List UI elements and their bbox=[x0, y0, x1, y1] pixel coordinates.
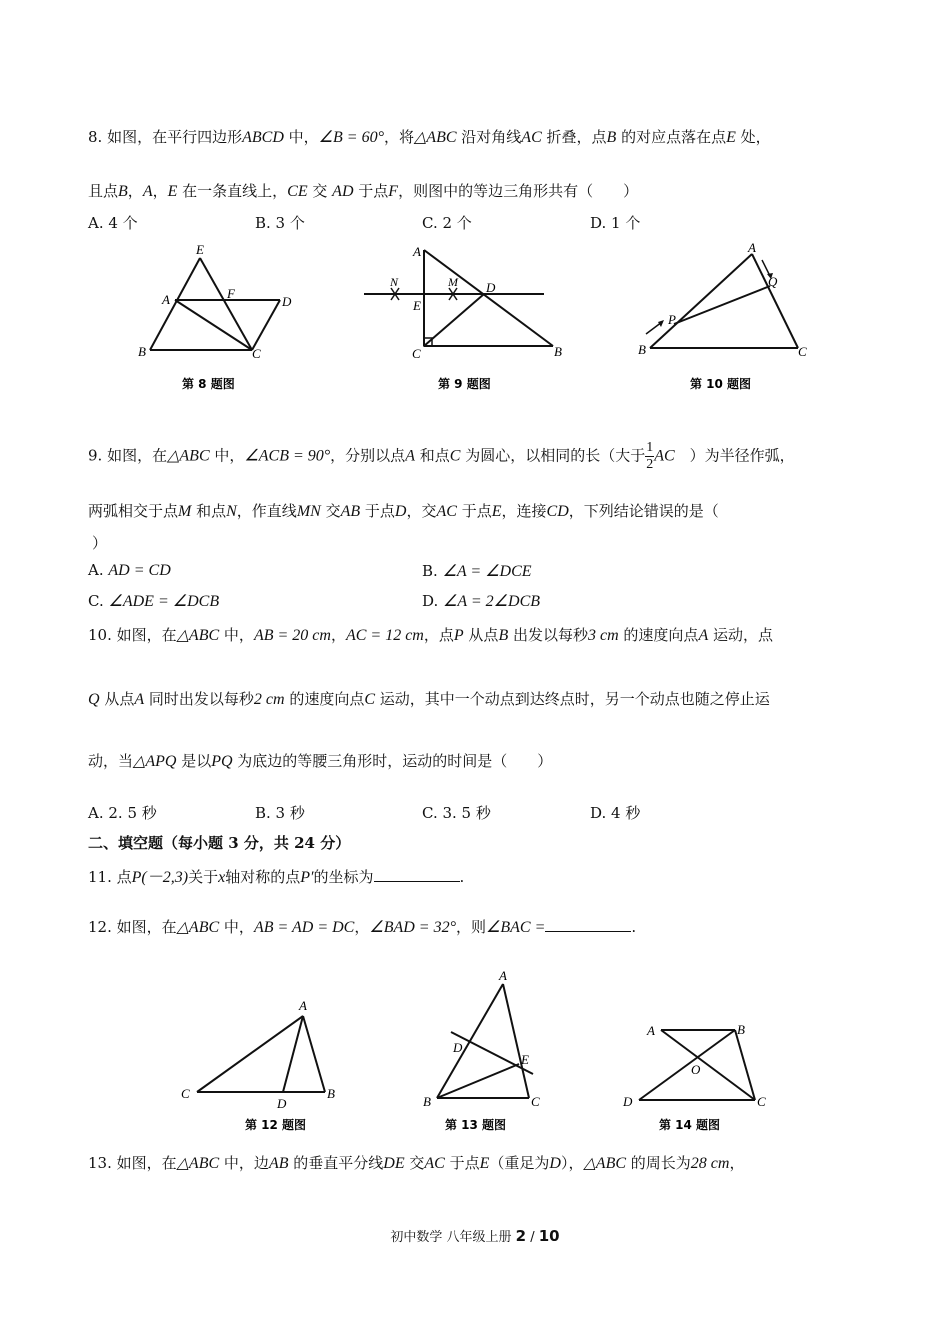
q9-option-a: A. AD = CD bbox=[88, 561, 171, 579]
figure-10 bbox=[632, 238, 812, 398]
fig8-label-f: F bbox=[227, 286, 235, 301]
fig13-label-b: B bbox=[423, 1094, 431, 1109]
fig9-caption: 第 9 题图 bbox=[438, 377, 491, 391]
fig8-label-d: D bbox=[282, 294, 292, 309]
q10-line3: 动，当△APQ 是以PQ 为底边的等腰三角形时，运动的时间是（ ） bbox=[88, 752, 553, 770]
q9-option-b: B. ∠A = ∠DCE bbox=[422, 562, 532, 580]
figure-14 bbox=[615, 1010, 785, 1140]
q12-line: 12. 如图，在△ABC 中，AB = AD = DC，∠BAD = 32°，则∠BAC = . bbox=[88, 918, 637, 936]
page-footer bbox=[0, 1226, 950, 1245]
page-number: 2 bbox=[515, 1227, 527, 1245]
q10-option-b: B. 3 秒 bbox=[255, 804, 305, 822]
fig12-caption: 第 12 题图 bbox=[245, 1118, 307, 1132]
fig14-label-c: C bbox=[757, 1094, 766, 1109]
fig12-label-c: C bbox=[181, 1086, 190, 1101]
fig8-label-c: C bbox=[252, 346, 261, 361]
q8-option-b: B. 3 个 bbox=[255, 214, 305, 232]
page-total: 10 bbox=[538, 1227, 560, 1245]
section-heading-fill-in: 二、填空题（每小题 3 分，共 24 分） bbox=[88, 834, 351, 852]
fig14-label-d: D bbox=[623, 1094, 633, 1109]
q8-option-c: C. 2 个 bbox=[422, 214, 472, 232]
fig9-label-n: N bbox=[390, 275, 399, 289]
figure-8 bbox=[130, 238, 300, 398]
q10-line2: Q 从点A 同时出发以每秒2 cm 的速度向点C 运动，其中一个动点到达终点时，另一个动点也随之停止运 bbox=[88, 690, 770, 708]
q9-option-c: C. ∠ADE = ∠DCB bbox=[88, 592, 220, 610]
fig14-caption: 第 14 题图 bbox=[659, 1118, 721, 1132]
figure-12 bbox=[175, 990, 355, 1140]
fig13-label-d: D bbox=[453, 1040, 463, 1055]
q12-answer-blank[interactable] bbox=[545, 917, 631, 932]
fig10-caption: 第 10 题图 bbox=[690, 377, 752, 391]
fig10-label-c: C bbox=[798, 344, 807, 359]
fig12-label-d: D bbox=[277, 1096, 287, 1111]
fig12-label-b: B bbox=[327, 1086, 335, 1101]
fig10-label-p: P bbox=[668, 312, 676, 327]
page-separator: / bbox=[526, 1230, 539, 1245]
fig9-label-e: E bbox=[413, 298, 421, 313]
q9-line1: 9. 如图，在△ABC 中，∠ACB = 90°，分别以点A 和点C 为圆心，以相同的长（大于 $\frac{1}{2}$ AC ）为半径作弧， bbox=[88, 440, 795, 472]
q11-line: 11. 点P(－2,3)关于x轴对称的点P′的坐标为 . bbox=[88, 868, 465, 886]
fig10-label-b: B bbox=[638, 342, 646, 357]
fig9-label-d: D bbox=[486, 280, 496, 295]
q11-answer-blank[interactable] bbox=[374, 867, 460, 882]
fig14-label-o: O bbox=[691, 1062, 701, 1077]
figure-9 bbox=[358, 238, 562, 398]
fig8-label-a: A bbox=[162, 292, 170, 307]
fig14-label-a: A bbox=[647, 1023, 655, 1038]
fig8-label-b: B bbox=[138, 344, 146, 359]
q13-line: 13. 如图，在△ABC 中，边AB 的垂直平分线DE 交AC 于点E（重足为D），△ABC 的周长为28 cm， bbox=[88, 1154, 745, 1172]
fig9-label-c: C bbox=[412, 346, 421, 361]
q9-line3: ） bbox=[92, 534, 108, 552]
fig13-label-a: A bbox=[499, 968, 507, 983]
fig9-label-m: M bbox=[448, 275, 458, 289]
figure-13 bbox=[415, 960, 555, 1140]
q8-line1: 8. 如图，在平行四边形ABCD 中，∠B = 60°，将△ABC 沿对角线AC 折叠，点B 的对应点落在点E 处， bbox=[88, 128, 771, 146]
q9-option-d: D. ∠A = 2∠DCB bbox=[422, 592, 541, 610]
q10-option-d: D. 4 秒 bbox=[590, 804, 641, 822]
fig13-label-c: C bbox=[531, 1094, 540, 1109]
q8-line2: 且点B，A，E 在一条直线上，CE 交 AD 于点F，则图中的等边三角形共有（ ） bbox=[88, 182, 639, 200]
fig10-label-q: Q bbox=[768, 274, 778, 289]
fraction-one-half: $\frac{1}{2}$ bbox=[646, 440, 654, 472]
q10-option-a: A. 2. 5 秒 bbox=[88, 804, 157, 822]
fig13-label-e: E bbox=[521, 1052, 529, 1067]
q8-option-a: A. 4 个 bbox=[88, 214, 138, 232]
q9-line2: 两弧相交于点M 和点N，作直线MN 交AB 于点D，交AC 于点E，连接CD，下列结论错误的是（ bbox=[88, 502, 719, 520]
fig8-caption: 第 8 题图 bbox=[182, 377, 235, 391]
fig8-label-e: E bbox=[196, 242, 204, 257]
fig13-caption: 第 13 题图 bbox=[445, 1118, 507, 1132]
q8-option-d: D. 1 个 bbox=[590, 214, 641, 232]
q10-option-c: C. 3. 5 秒 bbox=[422, 804, 491, 822]
fig12-label-a: A bbox=[299, 998, 307, 1013]
fig14-label-b: B bbox=[737, 1022, 745, 1037]
fig10-label-a: A bbox=[748, 240, 756, 255]
fig9-label-b: B bbox=[554, 344, 562, 359]
fig9-label-a: A bbox=[413, 244, 421, 259]
footer-course: 初中数学 八年级上册 bbox=[390, 1230, 516, 1245]
q10-line1: 10. 如图，在△ABC 中，AB = 20 cm，AC = 12 cm，点P 从点B 出发以每秒3 cm 的速度向点A 运动，点 bbox=[88, 626, 773, 644]
